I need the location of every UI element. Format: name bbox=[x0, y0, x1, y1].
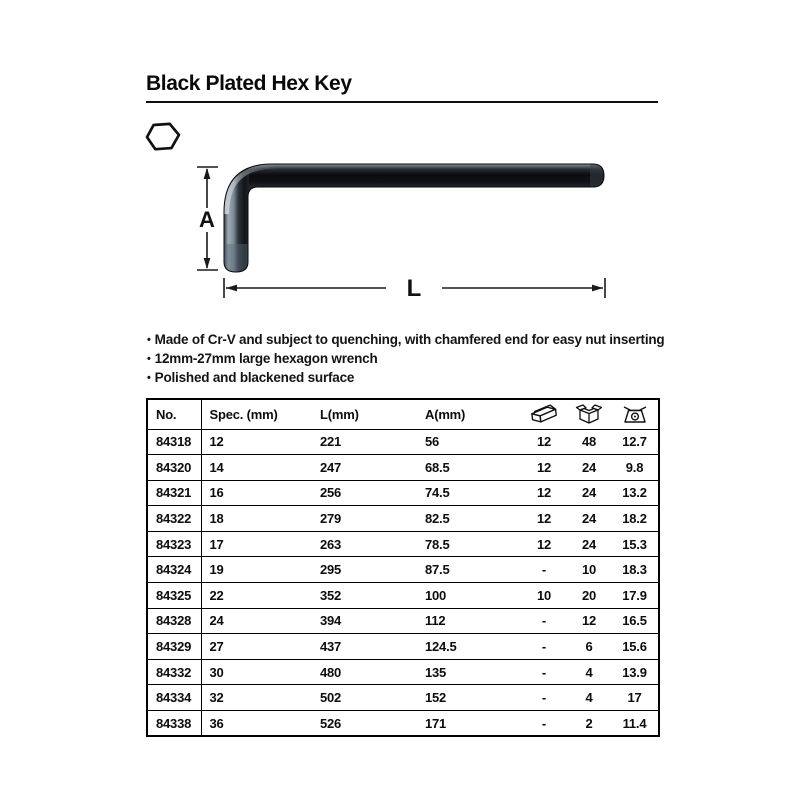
cell-spec_mm: 17 bbox=[201, 531, 312, 557]
cell-no: 84322 bbox=[147, 506, 201, 532]
cell-spec_mm: 36 bbox=[201, 711, 312, 737]
cell-no: 84318 bbox=[147, 429, 201, 455]
cell-weight_kg: 17.9 bbox=[611, 583, 659, 609]
cell-a_mm: 100 bbox=[417, 583, 521, 609]
bullet-marker: • bbox=[147, 353, 151, 365]
cell-carton_qty: 20 bbox=[567, 583, 611, 609]
cell-spec_mm: 19 bbox=[201, 557, 312, 583]
hexagon-icon bbox=[144, 121, 182, 153]
cell-a_mm: 152 bbox=[417, 685, 521, 711]
cell-spec_mm: 22 bbox=[201, 583, 312, 609]
cell-carton_qty: 4 bbox=[567, 659, 611, 685]
feature-item bbox=[147, 369, 672, 388]
cell-inner_qty: - bbox=[521, 608, 567, 634]
cell-spec_mm: 18 bbox=[201, 506, 312, 532]
col-header-no: No. bbox=[147, 399, 201, 429]
bullet-marker: • bbox=[147, 372, 151, 384]
cell-spec_mm: 14 bbox=[201, 455, 312, 481]
feature-text: 12mm-27mm large hexagon wrench bbox=[154, 351, 378, 366]
cell-spec_mm: 30 bbox=[201, 659, 312, 685]
cell-l_mm: 394 bbox=[312, 608, 417, 634]
feature-item bbox=[147, 331, 672, 350]
cell-no: 84338 bbox=[147, 711, 201, 737]
cell-weight_kg: 13.2 bbox=[611, 480, 659, 506]
cell-inner_qty: 12 bbox=[521, 480, 567, 506]
cell-carton_qty: 24 bbox=[567, 531, 611, 557]
cell-weight_kg: 9.8 bbox=[611, 455, 659, 481]
bullet-marker: • bbox=[147, 334, 151, 346]
table-row bbox=[147, 711, 659, 737]
table-row bbox=[147, 685, 659, 711]
cell-l_mm: 295 bbox=[312, 557, 417, 583]
cell-weight_kg: 18.2 bbox=[611, 506, 659, 532]
spec-table bbox=[146, 398, 660, 737]
cell-inner_qty: 12 bbox=[521, 506, 567, 532]
hex-key-drawing bbox=[190, 112, 620, 307]
spec-table-body bbox=[147, 429, 659, 736]
header-row bbox=[147, 399, 659, 429]
cell-inner_qty: - bbox=[521, 659, 567, 685]
cell-a_mm: 87.5 bbox=[417, 557, 521, 583]
col-header-l: L(mm) bbox=[320, 406, 359, 422]
feature-text: Made of Cr-V and subject to quenching, with chamfered end for easy nut inserting bbox=[154, 332, 665, 347]
cell-inner_qty: - bbox=[521, 685, 567, 711]
col-header-a: A(mm) bbox=[425, 406, 466, 422]
cell-inner_qty: 12 bbox=[521, 455, 567, 481]
cell-l_mm: 279 bbox=[312, 506, 417, 532]
table-row bbox=[147, 557, 659, 583]
features-list bbox=[147, 331, 672, 388]
cell-no: 84320 bbox=[147, 455, 201, 481]
cell-spec_mm: 16 bbox=[201, 480, 312, 506]
cell-a_mm: 82.5 bbox=[417, 506, 521, 532]
table-row bbox=[147, 531, 659, 557]
cell-inner_qty: 12 bbox=[521, 531, 567, 557]
cell-a_mm: 171 bbox=[417, 711, 521, 737]
cell-a_mm: 135 bbox=[417, 659, 521, 685]
carton-icon bbox=[575, 403, 603, 425]
cell-weight_kg: 16.5 bbox=[611, 608, 659, 634]
cell-l_mm: 480 bbox=[312, 659, 417, 685]
cell-carton_qty: 4 bbox=[567, 685, 611, 711]
table-row bbox=[147, 480, 659, 506]
table-row bbox=[147, 634, 659, 660]
cell-a_mm: 56 bbox=[417, 429, 521, 455]
cell-weight_kg: 15.3 bbox=[611, 531, 659, 557]
cell-inner_qty: - bbox=[521, 711, 567, 737]
cell-spec_mm: 12 bbox=[201, 429, 312, 455]
inner-box-icon bbox=[529, 403, 559, 425]
hex-key-diagram bbox=[190, 112, 620, 312]
cell-no: 84323 bbox=[147, 531, 201, 557]
cell-inner_qty: - bbox=[521, 557, 567, 583]
cell-l_mm: 247 bbox=[312, 455, 417, 481]
cell-inner_qty: 10 bbox=[521, 583, 567, 609]
cell-l_mm: 256 bbox=[312, 480, 417, 506]
cell-l_mm: 502 bbox=[312, 685, 417, 711]
cell-a_mm: 68.5 bbox=[417, 455, 521, 481]
cell-carton_qty: 2 bbox=[567, 711, 611, 737]
table-row bbox=[147, 506, 659, 532]
cell-carton_qty: 6 bbox=[567, 634, 611, 660]
hex-key-body bbox=[222, 156, 610, 276]
cell-l_mm: 352 bbox=[312, 583, 417, 609]
cell-carton_qty: 24 bbox=[567, 506, 611, 532]
cell-a_mm: 112 bbox=[417, 608, 521, 634]
table-row bbox=[147, 659, 659, 685]
cell-weight_kg: 12.7 bbox=[611, 429, 659, 455]
cell-no: 84325 bbox=[147, 583, 201, 609]
cell-weight_kg: 15.6 bbox=[611, 634, 659, 660]
cell-l_mm: 526 bbox=[312, 711, 417, 737]
cell-a_mm: 78.5 bbox=[417, 531, 521, 557]
cell-a_mm: 124.5 bbox=[417, 634, 521, 660]
cell-l_mm: 263 bbox=[312, 531, 417, 557]
col-header-spec: Spec. (mm) bbox=[209, 406, 278, 422]
cross-section-hexagon bbox=[144, 121, 182, 158]
weight-scale-icon bbox=[622, 403, 648, 425]
col-header-carton-qty bbox=[567, 399, 611, 429]
cell-no: 84321 bbox=[147, 480, 201, 506]
table-row bbox=[147, 608, 659, 634]
feature-item bbox=[147, 350, 672, 369]
spec-table-header bbox=[147, 399, 659, 429]
col-header-weight bbox=[611, 399, 659, 429]
cell-no: 84328 bbox=[147, 608, 201, 634]
cell-carton_qty: 10 bbox=[567, 557, 611, 583]
cell-weight_kg: 11.4 bbox=[611, 711, 659, 737]
page-title: Black Plated Hex Key bbox=[146, 72, 352, 95]
cell-no: 84332 bbox=[147, 659, 201, 685]
cell-l_mm: 221 bbox=[312, 429, 417, 455]
cell-spec_mm: 32 bbox=[201, 685, 312, 711]
cell-spec_mm: 27 bbox=[201, 634, 312, 660]
dim-label-a: A bbox=[199, 207, 215, 232]
cell-a_mm: 74.5 bbox=[417, 480, 521, 506]
dim-label-l: L bbox=[406, 275, 422, 302]
cell-inner_qty: - bbox=[521, 634, 567, 660]
feature-text: Polished and blackened surface bbox=[154, 370, 355, 385]
cell-no: 84329 bbox=[147, 634, 201, 660]
cell-carton_qty: 12 bbox=[567, 608, 611, 634]
cell-no: 84324 bbox=[147, 557, 201, 583]
table-row bbox=[147, 583, 659, 609]
table-row bbox=[147, 455, 659, 481]
cell-weight_kg: 17 bbox=[611, 685, 659, 711]
cell-weight_kg: 18.3 bbox=[611, 557, 659, 583]
cell-inner_qty: 12 bbox=[521, 429, 567, 455]
col-header-inner-qty bbox=[521, 399, 567, 429]
cell-carton_qty: 24 bbox=[567, 480, 611, 506]
cell-no: 84334 bbox=[147, 685, 201, 711]
table-row bbox=[147, 429, 659, 455]
cell-spec_mm: 24 bbox=[201, 608, 312, 634]
title-underline bbox=[146, 101, 658, 103]
cell-weight_kg: 13.9 bbox=[611, 659, 659, 685]
cell-carton_qty: 48 bbox=[567, 429, 611, 455]
cell-carton_qty: 24 bbox=[567, 455, 611, 481]
cell-l_mm: 437 bbox=[312, 634, 417, 660]
